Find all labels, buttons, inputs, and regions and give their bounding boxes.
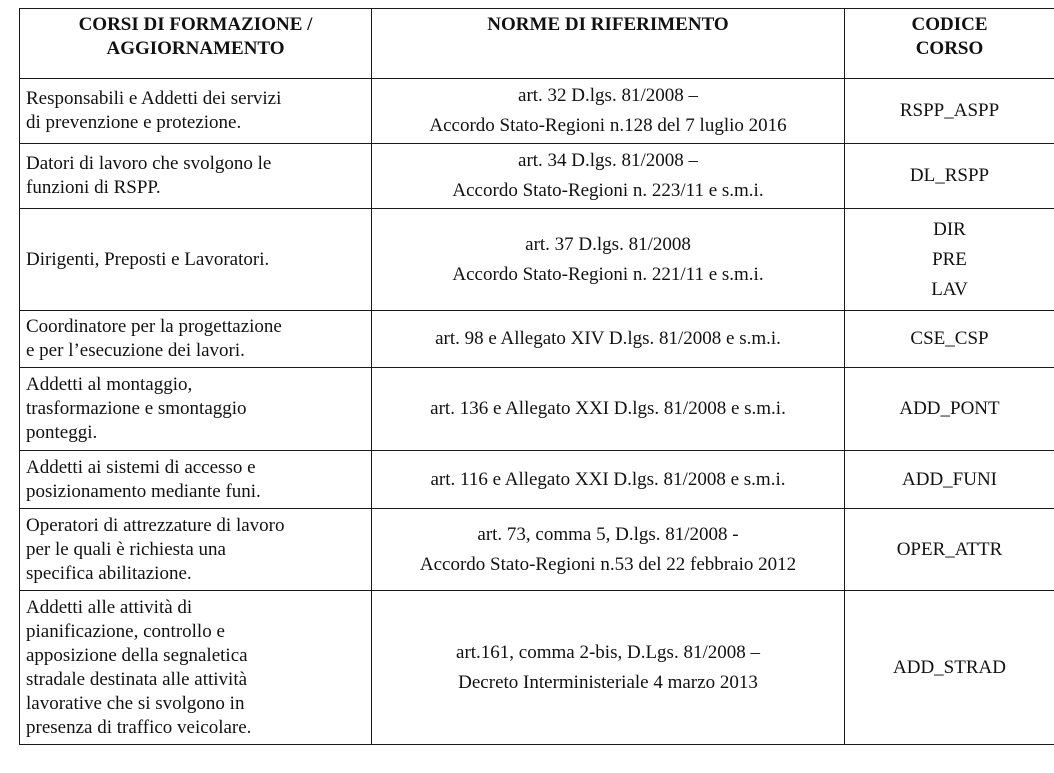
- course-description: [20, 311, 372, 368]
- text-line: pianificazione, controllo e: [26, 620, 225, 642]
- text-line: RSPP_ASPP: [899, 100, 1000, 121]
- course-description: [20, 209, 372, 311]
- text-line: specifica abilitazione.: [26, 562, 192, 584]
- text-line: per le quali è richiesta una: [26, 538, 226, 560]
- course-norm: [372, 509, 845, 591]
- text-line: Addetti alle attività di: [26, 596, 193, 618]
- header-line: CORSO: [915, 38, 984, 59]
- text-line: Accordo Stato-Regioni n.128 del 7 luglio 2016: [429, 115, 787, 136]
- text-line: posizionamento mediante funi.: [26, 480, 261, 502]
- text-line: art. 98 e Allegato XIV D.lgs. 81/2008 e s.m.i.: [435, 328, 781, 349]
- course-description: [20, 509, 372, 591]
- course-norm: [372, 311, 845, 368]
- text-line: Responsabili e Addetti dei servizi: [26, 88, 282, 109]
- text-line: trasformazione e smontaggio: [26, 398, 247, 419]
- text-line: funzioni di RSPP.: [26, 177, 161, 198]
- text-line: Coordinatore per la progettazione: [26, 316, 282, 337]
- text-line: Addetti al montaggio,: [26, 374, 193, 395]
- course-code: [845, 591, 1054, 745]
- course-code: [845, 79, 1054, 144]
- table-row: [20, 209, 1054, 311]
- header-corsi: [20, 9, 372, 79]
- text-line: apposizione della segnaletica: [26, 644, 248, 666]
- text-line: art. 73, comma 5, D.lgs. 81/2008 -: [477, 523, 739, 545]
- course-norm: [372, 451, 845, 509]
- table-row: [20, 451, 1054, 509]
- table-row: [20, 591, 1054, 745]
- course-code: [845, 368, 1054, 451]
- course-code: [845, 209, 1054, 311]
- header-line: AGGIORNAMENTO: [106, 38, 285, 59]
- text-line: art. 32 D.lgs. 81/2008 –: [518, 85, 698, 106]
- course-code: [845, 144, 1054, 209]
- text-line: presenza di traffico veicolare.: [26, 716, 252, 738]
- text-line: ADD_FUNI: [902, 468, 997, 490]
- text-line: art. 37 D.lgs. 81/2008: [525, 233, 691, 255]
- header-codice: [845, 9, 1054, 79]
- course-description: [20, 144, 372, 209]
- course-description: [20, 368, 372, 451]
- text-line: di prevenzione e protezione.: [26, 112, 242, 133]
- text-line: art. 136 e Allegato XXI D.lgs. 81/2008 e s.m.i.: [430, 398, 786, 419]
- text-line: DIR: [933, 218, 966, 240]
- course-code: [845, 509, 1054, 591]
- text-line: Datori di lavoro che svolgono le: [26, 153, 272, 174]
- text-line: Accordo Stato-Regioni n. 221/11 e s.m.i.: [452, 263, 764, 285]
- course-norm: [372, 79, 845, 144]
- course-description: [20, 79, 372, 144]
- course-description: [20, 451, 372, 509]
- text-line: DL_RSPP: [909, 165, 990, 186]
- text-line: LAV: [931, 278, 968, 300]
- course-norm: [372, 144, 845, 209]
- text-line: PRE: [932, 248, 967, 270]
- text-line: Decreto Interministeriale 4 marzo 2013: [458, 671, 758, 693]
- text-line: art.161, comma 2-bis, D.Lgs. 81/2008 –: [456, 641, 760, 663]
- header-line: CORSI DI FORMAZIONE /: [78, 14, 313, 35]
- text-line: CSE_CSP: [910, 328, 989, 349]
- text-line: ADD_STRAD: [893, 656, 1006, 678]
- courses-table: [19, 8, 1054, 745]
- text-line: OPER_ATTR: [896, 538, 1003, 560]
- table-row: [20, 509, 1054, 591]
- text-line: e per l’esecuzione dei lavori.: [26, 340, 245, 361]
- course-norm: [372, 209, 845, 311]
- course-code: [845, 451, 1054, 509]
- course-norm: [372, 368, 845, 451]
- text-line: Addetti ai sistemi di accesso e: [26, 456, 256, 478]
- header-line: NORME DI RIFERIMENTO: [487, 14, 729, 35]
- header-row: [20, 9, 1054, 79]
- text-line: lavorative che si svolgono in: [26, 692, 245, 714]
- text-line: ADD_PONT: [899, 398, 1000, 419]
- table-row: [20, 79, 1054, 144]
- text-line: Operatori di attrezzature di lavoro: [26, 514, 285, 536]
- text-line: art. 116 e Allegato XXI D.lgs. 81/2008 e s.m.i.: [430, 468, 786, 490]
- table-row: [20, 368, 1054, 451]
- header-line: CODICE: [911, 14, 988, 35]
- text-line: Accordo Stato-Regioni n. 223/11 e s.m.i.: [452, 180, 764, 201]
- table-row: [20, 311, 1054, 368]
- course-code: [845, 311, 1054, 368]
- text-line: stradale destinata alle attività: [26, 668, 248, 690]
- course-description: [20, 591, 372, 745]
- text-line: Dirigenti, Preposti e Lavoratori.: [26, 248, 270, 270]
- course-norm: [372, 591, 845, 745]
- text-line: ponteggi.: [26, 422, 98, 443]
- table-row: [20, 144, 1054, 209]
- header-norme: [372, 9, 845, 79]
- text-line: art. 34 D.lgs. 81/2008 –: [518, 150, 698, 171]
- text-line: Accordo Stato-Regioni n.53 del 22 febbraio 2012: [419, 553, 797, 575]
